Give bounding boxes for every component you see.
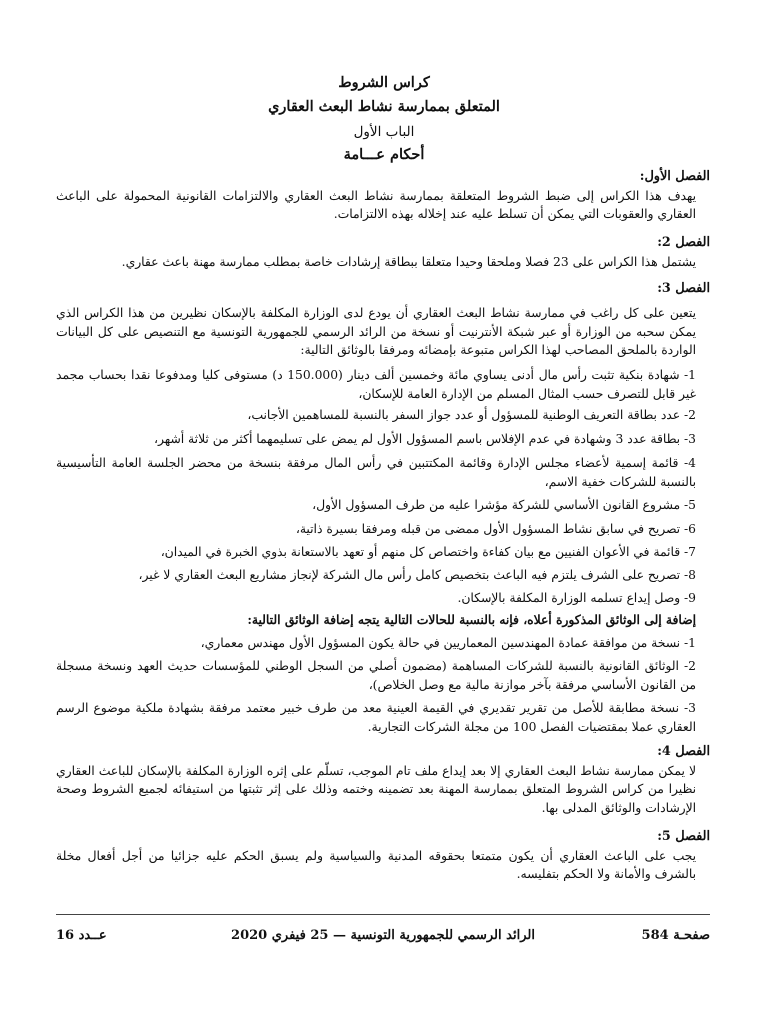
- section-heading: إضافة إلى الوثائق المذكورة أعلاه، فإنه بالنسبة للحالات التالية يتجه إضافة الوثائق التالية:: [247, 612, 696, 627]
- additional-docs-heading-block: [56, 611, 710, 630]
- list-item: [56, 589, 710, 608]
- list-item-text: 3- بطاقة عدد 3 وشهادة في عدم الإفلاس باسم المسؤول الأول لم يمض على تسليمهما أكثر من ثلاثة أشهر،: [154, 432, 696, 446]
- list-item: [56, 366, 710, 403]
- paragraph: يجب على الباعث العقاري أن يكون متمتعا بحقوقه المدنية والسياسية ولم يسبق الحكم عليه جزائيا من أجل أفعال مخلة بالشرف والأمانة ولا الحكم بتفليسه.: [56, 848, 696, 882]
- list-item: [56, 496, 710, 515]
- issue-number: عــدد 16: [56, 928, 107, 943]
- list-item-text: 4- قائمة إسمية لأعضاء مجلس الإدارة وقائمة المكتتبين في رأس المال مرفقة بنسخة من محضر الجلسة العامة التأسيسية بالنسبة للشركات خفية الاسم،: [56, 456, 696, 489]
- page-footer: [56, 928, 710, 948]
- section-3-intro: [56, 304, 710, 360]
- list-item: [56, 566, 710, 585]
- list-item-text: 7- قائمة في الأعوان الفنيين مع بيان كفاءة واختصاص كل منهم أو تعهد بالاستعانة بذوي الخبرة في الميدان،: [160, 545, 696, 559]
- section-heading: الفصل 5:: [657, 829, 710, 844]
- section-4: [56, 743, 710, 817]
- section-1: [56, 168, 710, 224]
- paragraph: لا يمكن ممارسة نشاط البعث العقاري إلا بعد إيداع ملف تام الموجب، تسلّم على إثره الوزارة المكلفة بالإسكان للباعث العقاري نظيرا من كراس الشروط المتعلق بممارسة المهنة بعد تضمينه وختمه وذلك على إثر تثبتها من استيفائه لجميع الشروط وصحة الإرشادات والوثائق المدلى بها.: [56, 763, 696, 815]
- doc-title: كراس الشروط: [338, 74, 430, 91]
- list-item-text: 9- وصل إيداع تسلمه الوزارة المكلفة بالإسكان.: [457, 591, 696, 605]
- section-heading: الفصل الأول:: [639, 169, 710, 184]
- list-item-text: 1- نسخة من موافقة عمادة المهندسين المعماريين في حالة يكون المسؤول الأول مهندس معماري،: [200, 636, 696, 650]
- list-item-text: 8- تصريح على الشرف يلتزم فيه الباعث بتخصيص كامل رأس مال الشركة لإنجاز مشاريع البعث العقاري لا غير،: [138, 568, 696, 582]
- journal-title: الرائد الرسمي للجمهورية التونسية — 25 فيفري 2020: [231, 928, 535, 943]
- list-item: [56, 406, 710, 425]
- section-heading: الفصل 4:: [657, 744, 710, 759]
- list-item: [56, 657, 710, 694]
- list-item: [56, 520, 710, 539]
- part-title: الباب الأول: [353, 124, 415, 140]
- list-item-text: 2- عدد بطاقة التعريف الوطنية للمسؤول أو عدد جواز السفر بالنسبة للمساهمين الأجانب،: [247, 408, 696, 422]
- list-item: [56, 543, 710, 562]
- list-item-text: 6- تصريح في سابق نشاط المسؤول الأول ممضى من قبله ومرفقا بسيرة ذاتية،: [295, 522, 696, 536]
- paragraph: يشتمل هذا الكراس على 23 فصلا وملحقا وحيدا متعلقا ببطاقة إرشادات خاصة بمطلب ممارسة مهنة باعث عقاري.: [121, 254, 696, 269]
- part-subtitle: أحكام عـــامة: [343, 146, 425, 163]
- list-item: [56, 699, 710, 736]
- list-item: [56, 430, 710, 449]
- section-heading: الفصل 2:: [657, 235, 710, 250]
- list-item-text: 3- نسخة مطابقة للأصل من تقرير تقديري في القيمة العينية معد من طرف خبير معتمد مرفقة بشهادة ملكية موضوع الرسم العقاري عملا بمقتضيات الفصل 100 من مجلة الشركات التجارية.: [56, 701, 696, 734]
- list-item-text: 2- الوثائق القانونية بالنسبة للشركات المساهمة (مضمون أصلي من السجل الوطني للمؤسسات حديث العهد ونسخة مسجلة من القانون الأساسي مرفقة بآخر موازنة مالية مع وصل الخلاص)،: [56, 659, 696, 692]
- section-heading: الفصل 3:: [657, 281, 710, 296]
- footer-divider: [56, 914, 710, 915]
- paragraph: يتعين على كل راغب في ممارسة نشاط البعث العقاري أن يودع لدى الوزارة المكلفة بالإسكان نظيرين من هذا الكراس الذي يمكن سحبه من الوزارة أو عبر شبكة الأنترنيت أو نسخة من الرائد الرسمي للجمهورية التونسية مع التنصيص على كل البيانات الواردة بالملحق المصاحب لهذا الكراس متبوعة بإمضائه ومرفقا بالوثائق التالية:: [56, 306, 696, 358]
- section-3-heading-block: [56, 280, 710, 299]
- list-item-text: 1- شهادة بنكية تثبت رأس مال أدنى يساوي مائة وخمسين ألف دينار (150.000 د) مستوفى كليا ومدفوعا نقدا بحساب مجمد غير قابل للتصرف حسب المثال المسلم من الإدارة العامة للإسكان،: [56, 368, 696, 401]
- paragraph: يهدف هذا الكراس إلى ضبط الشروط المتعلقة بممارسة نشاط البعث العقاري والالتزامات القانونية المحمولة على الباعث العقاري والعقوبات التي يمكن أن تسلط عليه عند إخلاله بهذه الالتزامات.: [56, 188, 696, 222]
- page-number: صفحـة 584: [641, 928, 710, 943]
- doc-subtitle: المتعلق بممارسة نشاط البعث العقاري: [268, 98, 500, 115]
- section-5: [56, 828, 710, 884]
- list-item-text: 5- مشروع القانون الأساسي للشركة مؤشرا عليه من طرف المسؤول الأول،: [312, 498, 696, 512]
- list-item: [56, 634, 710, 653]
- section-2: [56, 234, 710, 271]
- list-item: [56, 454, 710, 491]
